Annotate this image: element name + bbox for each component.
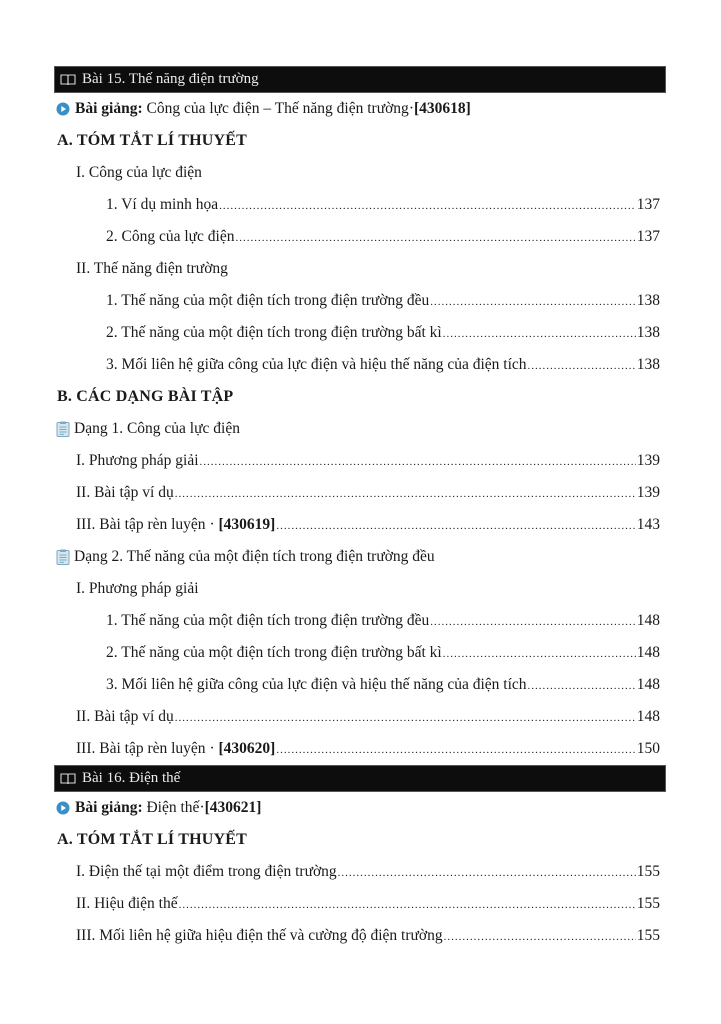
group-title: II. Thế năng điện trường [76,260,228,277]
dot-leader [236,222,636,254]
page-number: 138 [636,292,660,309]
entry-separator: · [205,516,219,533]
lecture-separator: · [199,799,205,816]
lesson-header-bai-16[interactable] [54,765,666,792]
lesson-title: Bài 16. Điện thế [82,770,181,786]
dot-leader [338,857,636,889]
page-number: 148 [636,644,660,661]
exercise-type-label: Dạng 2. Thế năng của một điện tích trong điện trường đều [74,548,435,565]
dot-leader [219,190,636,222]
dot-leader [179,889,636,921]
toc-entry-label: 3. Mối liên hệ giữa công của lực điện và hiệu thế năng của điện tích [106,676,527,693]
clipboard-icon [56,421,70,437]
toc-entry-label: 1. Thế năng của một điện tích trong điện trường đều [106,612,430,629]
toc-entry-label: 2. Thế năng của một điện tích trong điện trường bất kì [106,644,442,661]
toc-entry[interactable] [54,317,666,349]
toc-entry[interactable] [54,669,666,701]
group-title: I. Phương pháp giải [76,580,199,597]
dot-leader [430,286,636,318]
toc-entry-label [76,733,275,765]
exercise-type-title [54,413,666,445]
dot-leader [528,350,636,382]
dot-leader [444,921,636,953]
dot-leader [430,606,636,638]
book-icon [60,73,76,86]
page-number: 139 [636,484,660,501]
toc-entry[interactable] [54,477,666,509]
dot-leader [443,638,636,670]
clipboard-icon [56,549,70,565]
book-icon [60,772,76,785]
page-number: 148 [636,708,660,725]
page-number: 148 [636,612,660,629]
lecture-link[interactable] [54,792,666,824]
exercise-code: [430619] [218,516,276,533]
play-circle-icon [56,801,70,815]
toc-entry-label: I. Phương pháp giải [76,452,199,469]
section-b-title: B. CÁC DẠNG BÀI TẬP [57,388,234,405]
dot-leader [175,478,636,510]
entry-text: III. Bài tập rèn luyện [76,740,206,757]
section-a-title: A. TÓM TẮT LÍ THUYẾT [57,132,247,149]
page-number: 148 [636,676,660,693]
page-number: 138 [636,356,660,373]
play-circle-icon [56,102,70,116]
dot-leader [528,670,636,702]
toc-entry[interactable] [54,285,666,317]
toc-entry-label: 1. Thế năng của một điện tích trong điện trường đều [106,292,430,309]
page-number: 137 [636,196,660,213]
entry-text: III. Bài tập rèn luyện [76,516,206,533]
dot-leader [443,318,636,350]
toc-entry-label: 2. Thế năng của một điện tích trong điện trường bất kì [106,324,442,341]
page-number: 143 [636,516,660,533]
toc-entry[interactable] [54,445,666,477]
exercise-type-title [54,541,666,573]
page-number: 139 [636,452,660,469]
exercise-type-label: Dạng 1. Công của lực điện [74,420,240,437]
toc-entry-label: I. Điện thế tại một điểm trong điện trường [76,863,337,880]
toc-entry[interactable] [54,701,666,733]
lecture-label: Bài giảng: [75,799,143,816]
lesson-title: Bài 15. Thế năng điện trường [82,71,259,87]
page-number: 155 [636,863,660,880]
entry-separator: · [205,740,219,757]
toc-entry[interactable] [54,637,666,669]
page-number: 150 [636,740,660,757]
lecture-title: Công của lực điện – Thế năng điện trường [146,100,409,117]
table-of-contents [54,66,666,952]
toc-entry[interactable] [54,605,666,637]
page-number: 137 [636,228,660,245]
toc-entry[interactable] [54,189,666,221]
exercise-code: [430620] [218,740,276,757]
toc-entry[interactable] [54,509,666,541]
toc-entry-label: II. Bài tập ví dụ [76,708,174,725]
lecture-separator: · [408,100,414,117]
lecture-title: Điện thế [146,799,200,816]
toc-entry-label: II. Hiệu điện thế [76,895,178,912]
dot-leader [175,702,636,734]
dot-leader [276,734,635,766]
toc-entry[interactable] [54,856,666,888]
toc-entry[interactable] [54,920,666,952]
toc-entry[interactable] [54,733,666,765]
toc-entry-label: II. Bài tập ví dụ [76,484,174,501]
dot-leader [200,446,636,478]
dot-leader [276,510,635,542]
lecture-link[interactable] [54,93,666,125]
group-title: I. Công của lực điện [76,164,202,181]
toc-entry-label: 3. Mối liên hệ giữa công của lực điện và hiệu thế năng của điện tích [106,356,527,373]
page-number: 155 [636,927,660,944]
lecture-code: [430621] [204,799,262,816]
lesson-header-bai-15[interactable] [54,66,666,93]
page-number: 155 [636,895,660,912]
toc-entry-label: 2. Công của lực điện [106,228,235,245]
page-number: 138 [636,324,660,341]
toc-entry[interactable] [54,349,666,381]
toc-entry-label: 1. Ví dụ minh họa [106,196,219,213]
toc-entry-label [76,509,275,541]
toc-entry[interactable] [54,888,666,920]
lecture-code: [430618] [413,100,471,117]
toc-entry-label: III. Mối liên hệ giữa hiệu điện thế và cường độ điện trường [76,927,443,944]
section-a-title: A. TÓM TẮT LÍ THUYẾT [57,831,247,848]
lecture-label: Bài giảng: [75,100,143,117]
toc-entry[interactable] [54,221,666,253]
